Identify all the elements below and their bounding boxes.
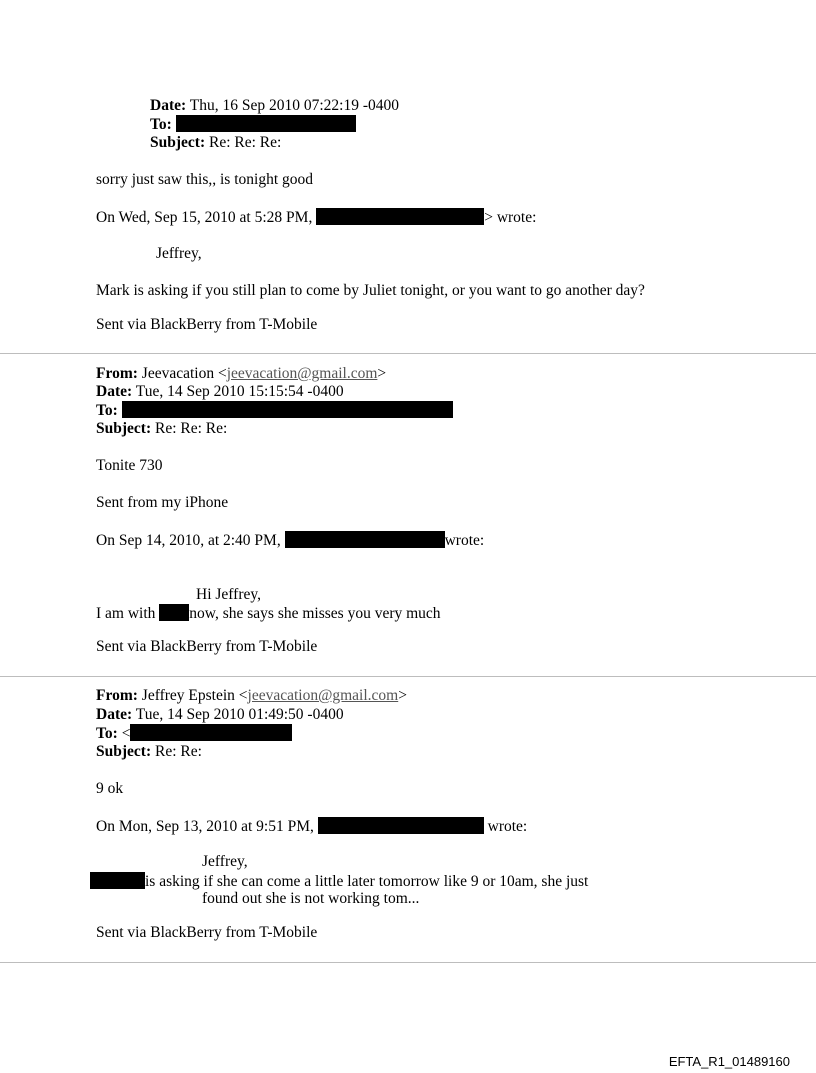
email3-to-row	[96, 724, 292, 743]
email3-message-line2: found out she is not working tom...	[202, 890, 420, 907]
date-label: Date:	[96, 706, 133, 723]
email2-subject: Re: Re: Re:	[154, 420, 228, 437]
quote-header-text: On Sep 14, 2010, at 2:40 PM,	[96, 532, 281, 549]
email2-body: Tonite 730	[96, 457, 163, 474]
email2-signature: Sent via BlackBerry from T-Mobile	[96, 638, 318, 655]
email3-greeting: Jeffrey,	[202, 853, 248, 870]
from-label: From:	[96, 687, 138, 704]
email2-from-close: >	[377, 365, 387, 382]
redaction-block	[90, 872, 145, 889]
quote-header-text: wrote:	[487, 818, 528, 835]
email1-date-row	[150, 97, 399, 115]
email2-to-row	[96, 401, 453, 420]
email3-to-prefix: <	[121, 725, 131, 742]
email3-subject-row	[96, 743, 202, 761]
email2-iphone-signature: Sent from my iPhone	[96, 494, 229, 511]
message-text: I am with	[96, 605, 156, 622]
email1-signature: Sent via BlackBerry from T-Mobile	[96, 316, 318, 333]
email3-from-close: >	[398, 687, 407, 704]
email2-message	[96, 604, 441, 623]
subject-label: Subject:	[150, 134, 206, 151]
email2-quote-header	[96, 531, 484, 550]
to-label: To:	[150, 116, 172, 133]
email2-from-row	[96, 365, 386, 383]
quote-header-text: On Wed, Sep 15, 2010 at 5:28 PM,	[96, 209, 313, 226]
redaction-block	[318, 817, 484, 834]
separator-rule	[0, 353, 816, 354]
email3-body: 9 ok	[96, 780, 124, 797]
date-label: Date:	[150, 97, 187, 114]
email1-body: sorry just saw this,, is tonight good	[96, 171, 314, 188]
redaction-block	[316, 208, 484, 225]
email1-greeting: Jeffrey,	[156, 245, 202, 262]
separator-rule	[0, 676, 816, 677]
email2-from-email[interactable]: jeevacation@gmail.com	[226, 365, 378, 382]
redaction-block	[122, 401, 453, 418]
redaction-block	[285, 531, 445, 548]
redaction-block	[176, 115, 356, 132]
email1-subject: Re: Re: Re:	[208, 134, 282, 151]
to-label: To:	[96, 725, 118, 742]
from-label: From:	[96, 365, 138, 382]
subject-label: Subject:	[96, 420, 152, 437]
quote-header-text: On Mon, Sep 13, 2010 at 9:51 PM,	[96, 818, 314, 835]
date-label: Date:	[96, 383, 133, 400]
message-text: now, she says she misses you very much	[189, 605, 441, 622]
email2-subject-row	[96, 420, 227, 438]
email3-subject: Re: Re:	[154, 743, 202, 760]
email1-date: Thu, 16 Sep 2010 07:22:19 -0400	[189, 97, 400, 114]
email2-greeting: Hi Jeffrey,	[196, 586, 261, 603]
quote-header-text: > wrote:	[484, 209, 537, 226]
to-label: To:	[96, 402, 118, 419]
email3-signature: Sent via BlackBerry from T-Mobile	[96, 924, 318, 941]
email3-message-line1	[90, 872, 588, 891]
message-text: is asking if she can come a little later tomorrow like 9 or 10am, she just	[145, 873, 589, 890]
email3-quote-header	[96, 817, 527, 836]
email1-message: Mark is asking if you still plan to come by Juliet tonight, or you want to go another day?	[96, 282, 645, 299]
email2-from-name: Jeevacation <	[141, 365, 227, 382]
email3-date: Tue, 14 Sep 2010 01:49:50 -0400	[135, 706, 344, 723]
email3-from-name: Jeffrey Epstein <	[141, 687, 248, 704]
document-id: EFTA_R1_01489160	[668, 1054, 790, 1069]
email3-from-email[interactable]: jeevacation@gmail.com	[247, 687, 399, 704]
subject-label: Subject:	[96, 743, 152, 760]
email2-date: Tue, 14 Sep 2010 15:15:54 -0400	[135, 383, 344, 400]
email2-date-row	[96, 383, 344, 401]
redaction-block	[130, 724, 292, 741]
quote-header-text: wrote:	[444, 532, 485, 549]
separator-rule	[0, 962, 816, 963]
redaction-block	[159, 604, 189, 621]
email3-date-row	[96, 706, 344, 724]
email3-from-row	[96, 687, 407, 705]
email1-subject-row	[150, 134, 281, 152]
email1-quote-header	[96, 208, 536, 227]
email1-to-row	[150, 115, 356, 134]
